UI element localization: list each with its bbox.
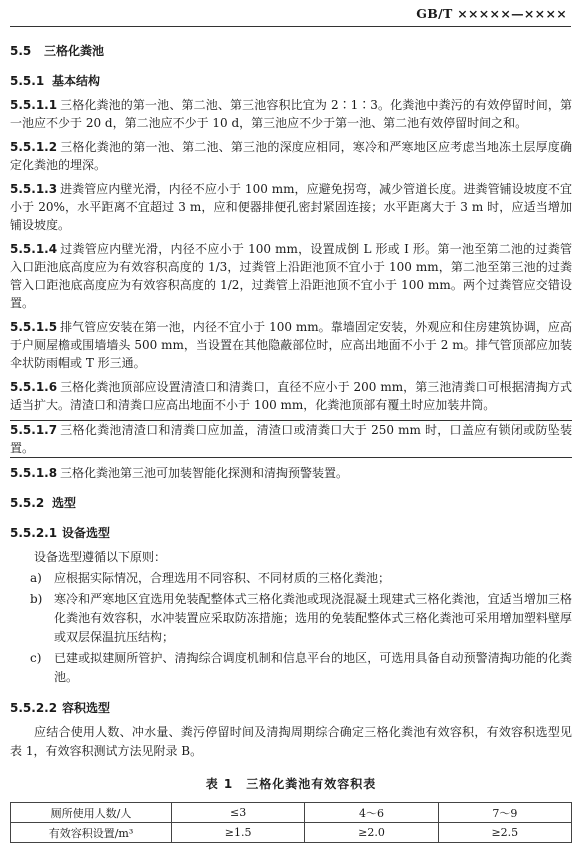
list-item <box>10 590 572 647</box>
equipment-intro: 设备选型遵循以下原则： <box>34 550 167 564</box>
table-cell: 7～9 <box>438 803 571 823</box>
table-cell: ≥2.5 <box>438 823 571 843</box>
table-caption: 表 1 三格化粪池有效容积表 <box>205 777 377 791</box>
subsection-title: 基本结构 <box>52 74 101 88</box>
clause-number: 5.5.1.7 <box>10 423 58 437</box>
clause-5-5-1-5 <box>10 318 572 372</box>
table-cell: 4～6 <box>305 803 438 823</box>
clause-number: 5.5.1.8 <box>10 466 58 480</box>
volume-table <box>10 802 572 843</box>
clause-text: 过粪管应内壁光滑，内径不应小于 100 mm，设置成倒 L 形或 I 形。第一池至第二池的过粪管入口距池底高度应为有效容积高度的 1/3，过粪管上沿距池顶不宜小于 100 mm，第二池至第三池的过粪管入口距池底高度应为有效容积高度的 1/2，过粪管上沿距池顶不宜小于 100 mm。两个过粪管应交错设置。 <box>10 242 572 310</box>
clause-title: 容积选型 <box>62 701 111 715</box>
subsection-heading-structure <box>10 72 572 90</box>
clause-number: 5.5.2.2 <box>10 701 58 715</box>
subsection-heading-selection <box>10 494 572 512</box>
clause-heading-equipment <box>10 524 572 542</box>
table-row <box>11 823 572 843</box>
clause-number: 5.5.1.4 <box>10 242 58 256</box>
list-item <box>10 649 572 687</box>
clause-5-5-1-8 <box>10 464 572 482</box>
table-cell: ≤3 <box>172 803 305 823</box>
clause-5-5-1-6 <box>10 378 572 414</box>
clause-text: 三格化粪池第三池可加装智能化探测和清掏预警装置。 <box>60 466 349 480</box>
clause-text: 三格化粪池的第一池、第二池、第三池容积比宜为 2∶1∶3。化粪池中粪污的有效停留时间，第一池应不少于 20 d，第二池应不少于 10 d，第三池应不少于第一池、第二池有效停留时间之和。 <box>10 98 572 130</box>
clause-number: 5.5.1.6 <box>10 380 58 394</box>
list-marker: c) <box>30 651 42 665</box>
volume-paragraph: 应结合使用人数、冲水量、粪污停留时间及清掏周期综合确定三格化粪池有效容积，有效容积选型见表 1，有效容积测试方法见附录 B。 <box>10 725 572 758</box>
list-text: 已建或拟建厕所管护、清掏综合调度机制和信息平台的地区，可选用具备自动预警清掏功能的化粪池。 <box>54 651 572 684</box>
clause-5-5-1-4 <box>10 240 572 312</box>
subsection-number: 5.5.2 <box>10 496 45 510</box>
list-text: 应根据实际情况，合理选用不同容积、不同材质的三格化粪池； <box>54 571 391 585</box>
table-cell: ≥1.5 <box>172 823 305 843</box>
list-item <box>10 569 572 588</box>
clause-text: 三格化粪池清渣口和清粪口应加盖，清渣口或清粪口大于 250 mm 时，口盖应有锁闭或防坠装置。 <box>10 423 572 455</box>
clause-5-5-1-3 <box>10 180 572 234</box>
row-header: 厕所使用人数/人 <box>11 803 172 823</box>
clause-title: 设备选型 <box>62 526 111 540</box>
clause-number: 5.5.1.2 <box>10 140 58 154</box>
standard-number: GB/T ×××××—×××× <box>416 6 567 21</box>
clause-text: 三格化粪池的第一池、第二池、第三池的深度应相同，寒冷和严寒地区应考虑当地冻土层厚度确定化粪池的埋深。 <box>10 140 572 172</box>
clause-5-5-1-1 <box>10 96 572 132</box>
clause-number: 5.5.1.1 <box>10 98 58 112</box>
clause-heading-volume <box>10 699 572 717</box>
table-row <box>11 803 572 823</box>
row-header: 有效容积设置/m³ <box>11 823 172 843</box>
clause-5-5-1-2 <box>10 138 572 174</box>
equipment-list <box>10 569 572 687</box>
list-marker: a) <box>30 571 42 585</box>
content <box>10 34 572 843</box>
table-cell: ≥2.0 <box>305 823 438 843</box>
clause-number: 5.5.2.1 <box>10 526 58 540</box>
clause-text: 排气管应安装在第一池，内径不宜小于 100 mm。靠墙固定安装，外观应和住房建筑协调，应高于户厕屋檐或围墙墙头 500 mm，当设置在其他隐蔽部位时，应高出地面不小于 2 m。排气管顶部应加装伞状防雨帽或 T 形三通。 <box>10 320 572 370</box>
list-marker: b) <box>30 592 43 606</box>
clause-text: 三格化粪池顶部应设置清渣口和清粪口，直径不应小于 200 mm，第三池清粪口可根据清掏方式适当扩大。清渣口和清粪口应高出地面不小于 100 mm，化粪池顶部有覆土时应加装井筒。 <box>10 380 572 412</box>
clause-text: 进粪管应内壁光滑，内径不应小于 100 mm，应避免拐弯，减少管道长度。进粪管铺设坡度不宜小于 20%，水平距离不宜超过 3 m，应和便器排便孔密封紧固连接；水平距离大于 3 m 时，应适当增加铺设坡度。 <box>10 182 572 232</box>
clause-number: 5.5.1.5 <box>10 320 58 334</box>
subsection-number: 5.5.1 <box>10 74 45 88</box>
section-heading <box>10 42 572 60</box>
subsection-title: 选型 <box>52 496 77 510</box>
header-rule <box>10 26 571 27</box>
list-text: 寒冷和严寒地区宜选用免装配整体式三格化粪池或现浇混凝土现建式三格化粪池，宜适当增加三格化粪池有效容积，水冲装置应采取防冻措施；选用的免装配整体式三格化粪池可采用增加塑料壁厚或双层保温抗压结构； <box>54 592 572 644</box>
clause-number: 5.5.1.3 <box>10 182 58 196</box>
section-title: 三格化粪池 <box>44 44 105 58</box>
section-number: 5.5 <box>10 44 32 58</box>
clause-5-5-1-7-highlighted <box>10 420 572 458</box>
